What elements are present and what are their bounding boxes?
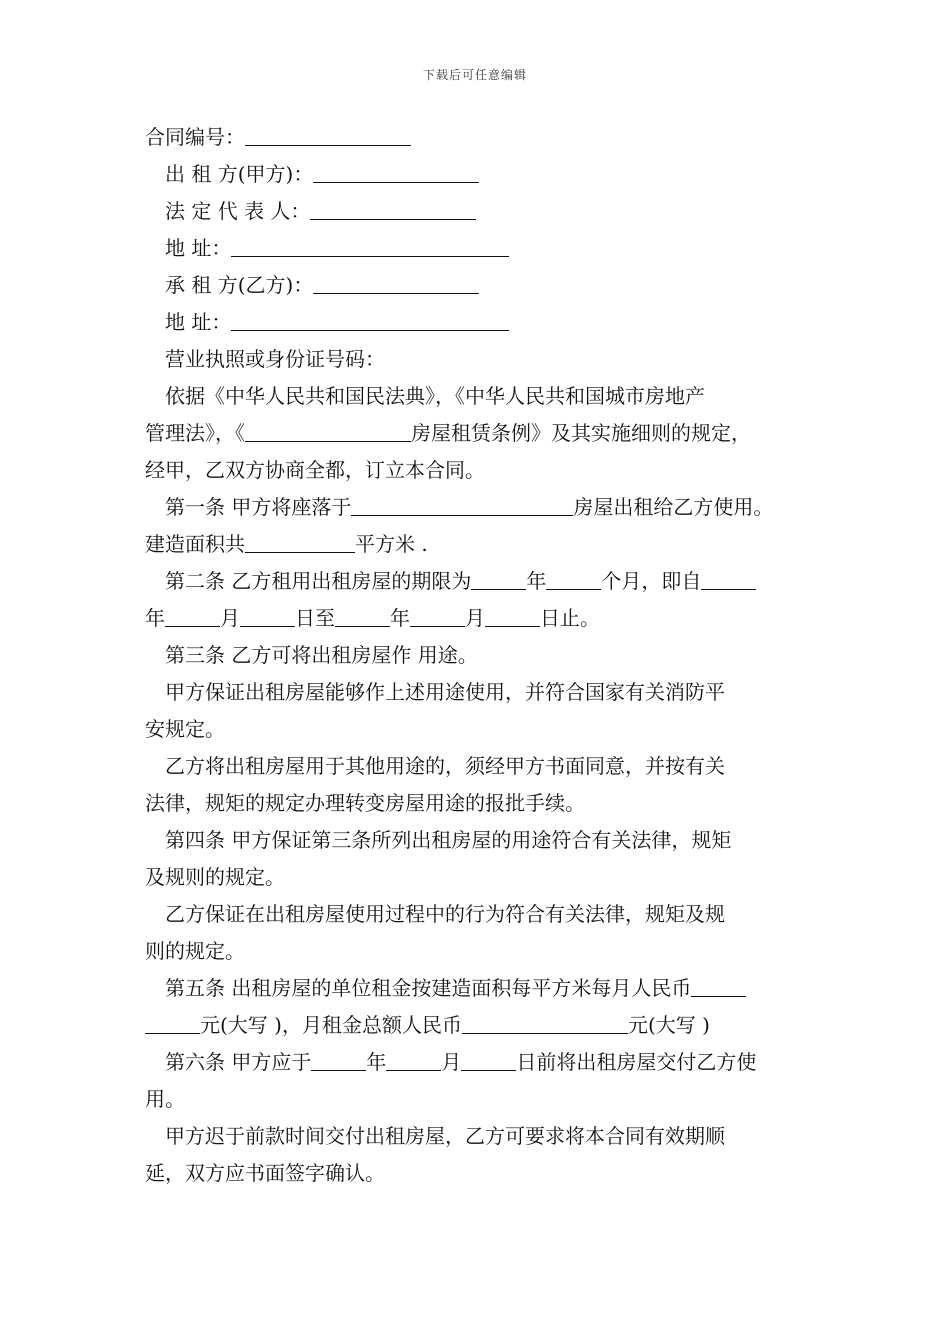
article-3-para-2-line-2 bbox=[145, 785, 813, 822]
preamble-line-2 bbox=[145, 415, 813, 452]
article-2-line-1 bbox=[145, 563, 813, 600]
end-month-blank bbox=[410, 604, 465, 627]
license-line bbox=[145, 341, 813, 378]
preamble-line-3 bbox=[145, 452, 813, 489]
end-day-blank bbox=[485, 604, 540, 627]
article-2-text-a: 第二条 乙方租用出租房屋的期限为 bbox=[165, 569, 472, 593]
article-4-line-2 bbox=[145, 859, 813, 896]
preamble-line-1 bbox=[145, 378, 813, 415]
delivery-month-blank bbox=[386, 1048, 441, 1071]
lessor-address-blank bbox=[231, 234, 509, 257]
lessee-address-label: 地 址： bbox=[165, 310, 232, 334]
contract-number-line bbox=[145, 119, 813, 156]
article-2-year: 年 bbox=[526, 569, 547, 593]
article-2-month-2: 月 bbox=[465, 606, 485, 630]
legal-rep-line bbox=[145, 193, 813, 230]
article-5-text-c: 元(大写 ) bbox=[627, 1013, 710, 1037]
preamble-text-1: 依据《中华人民共和国民法典》，《中华人民共和国城市房地产 bbox=[165, 384, 705, 408]
article-6-para-1-line-1 bbox=[145, 1118, 813, 1155]
article-3-text-a: 第三条 乙方可将出租房屋作 用途。 bbox=[165, 643, 478, 667]
article-2-day-end: 日止。 bbox=[540, 606, 600, 630]
article-4-p1b: 则的规定。 bbox=[145, 939, 245, 963]
contract-number-label: 合同编号： bbox=[145, 125, 245, 149]
delivery-day-blank bbox=[461, 1048, 516, 1071]
article-6-p1b: 延，双方应书面签字确认。 bbox=[145, 1161, 385, 1185]
article-1-text-c: 建造面积共 bbox=[145, 532, 245, 556]
end-year-blank bbox=[335, 604, 390, 627]
article-2-year-2: 年 bbox=[145, 606, 165, 630]
article-4-text-a: 第四条 甲方保证第三条所列出租房屋的用途符合有关法律，规矩 bbox=[165, 828, 732, 852]
monthly-rent-blank bbox=[462, 1011, 628, 1034]
lessee-address-line bbox=[145, 304, 813, 341]
article-6-text-a: 第六条 甲方应于 bbox=[165, 1050, 312, 1074]
contract-body bbox=[145, 119, 813, 1192]
term-months-blank bbox=[546, 567, 601, 590]
preamble-text-3: 经甲，乙双方协商全都，订立本合同。 bbox=[145, 458, 485, 482]
article-6-text-b: 日前将出租房屋交付乙方使 bbox=[516, 1050, 757, 1074]
article-4-para-1-line-1 bbox=[145, 896, 813, 933]
unit-rent-blank-cont bbox=[145, 1011, 200, 1034]
article-5-line-1 bbox=[145, 970, 813, 1007]
lessee-label: 承 租 方(乙方)： bbox=[165, 273, 314, 297]
lessor-address-label: 地 址： bbox=[165, 236, 232, 260]
lessee-blank bbox=[313, 271, 479, 294]
article-6-text-c: 用。 bbox=[145, 1087, 185, 1111]
article-5-line-2 bbox=[145, 1007, 813, 1044]
preamble-text-2a: 管理法》，《 bbox=[145, 421, 245, 445]
article-1-text-a: 第一条 甲方将座落于 bbox=[165, 495, 352, 519]
article-2-line-2 bbox=[145, 600, 813, 637]
regulation-blank bbox=[245, 419, 411, 442]
preamble-text-2b: 房屋租赁条例》及其实施细则的规定， bbox=[411, 421, 751, 445]
term-years-blank bbox=[471, 567, 526, 590]
article-6-month: 月 bbox=[441, 1050, 462, 1074]
article-1-line-2 bbox=[145, 526, 813, 563]
unit-rent-blank bbox=[691, 974, 746, 997]
article-3-p2a: 乙方将出租房屋用于其他用途的，须经甲方书面同意，并按有关 bbox=[165, 754, 725, 778]
lessee-line bbox=[145, 267, 813, 304]
start-year-blank bbox=[701, 567, 756, 590]
license-label: 营业执照或身份证号码： bbox=[165, 347, 385, 371]
article-4-para-1-line-2 bbox=[145, 933, 813, 970]
lessee-address-blank bbox=[231, 308, 509, 331]
article-3-p2b: 法律，规矩的规定办理转变房屋用途的报批手续。 bbox=[145, 791, 585, 815]
article-6-para-1-line-2 bbox=[145, 1155, 813, 1192]
article-3-p1a: 甲方保证出租房屋能够作上述用途使用，并符合国家有关消防平 bbox=[165, 680, 725, 704]
article-3-para-2-line-1 bbox=[145, 748, 813, 785]
article-6-line-2 bbox=[145, 1081, 813, 1118]
lessor-address-line bbox=[145, 230, 813, 267]
article-3-line-1 bbox=[145, 637, 813, 674]
delivery-year-blank bbox=[311, 1048, 366, 1071]
contract-number-blank bbox=[245, 123, 411, 146]
start-month-blank bbox=[165, 604, 220, 627]
article-2-day-to: 日至 bbox=[295, 606, 335, 630]
article-3-p1b: 安规定。 bbox=[145, 717, 225, 741]
lessor-blank bbox=[313, 160, 479, 183]
area-blank bbox=[245, 530, 355, 553]
lessor-label: 出 租 方(甲方)： bbox=[165, 162, 314, 186]
article-4-text-b: 及规则的规定。 bbox=[145, 865, 285, 889]
article-5-text-a: 第五条 出租房屋的单位租金按建造面积每平方米每月人民币 bbox=[165, 976, 692, 1000]
article-4-p1a: 乙方保证在出租房屋使用过程中的行为符合有关法律，规矩及规 bbox=[165, 902, 725, 926]
property-location-blank bbox=[351, 493, 573, 516]
article-2-months: 个月，即自 bbox=[601, 569, 702, 593]
article-6-year: 年 bbox=[366, 1050, 387, 1074]
start-day-blank bbox=[240, 604, 295, 627]
article-1-text-d: 平方米 . bbox=[355, 532, 428, 556]
lessor-line bbox=[145, 156, 813, 193]
header-note: 下载后可任意编辑 bbox=[422, 68, 527, 82]
article-1-line-1 bbox=[145, 489, 813, 526]
article-2-month: 月 bbox=[220, 606, 240, 630]
article-6-line-1 bbox=[145, 1044, 813, 1081]
article-2-year-3: 年 bbox=[390, 606, 410, 630]
article-3-para-1-line-2 bbox=[145, 711, 813, 748]
article-4-line-1 bbox=[145, 822, 813, 859]
legal-rep-blank bbox=[310, 197, 476, 220]
article-3-para-1-line-1 bbox=[145, 674, 813, 711]
legal-rep-label: 法 定 代 表 人： bbox=[165, 199, 311, 223]
article-6-p1a: 甲方迟于前款时间交付出租房屋，乙方可要求将本合同有效期顺 bbox=[165, 1124, 725, 1148]
article-1-text-b: 房屋出租给乙方使用。 bbox=[573, 495, 774, 519]
article-5-text-b: 元(大写 )，月租金总额人民币 bbox=[200, 1013, 462, 1037]
